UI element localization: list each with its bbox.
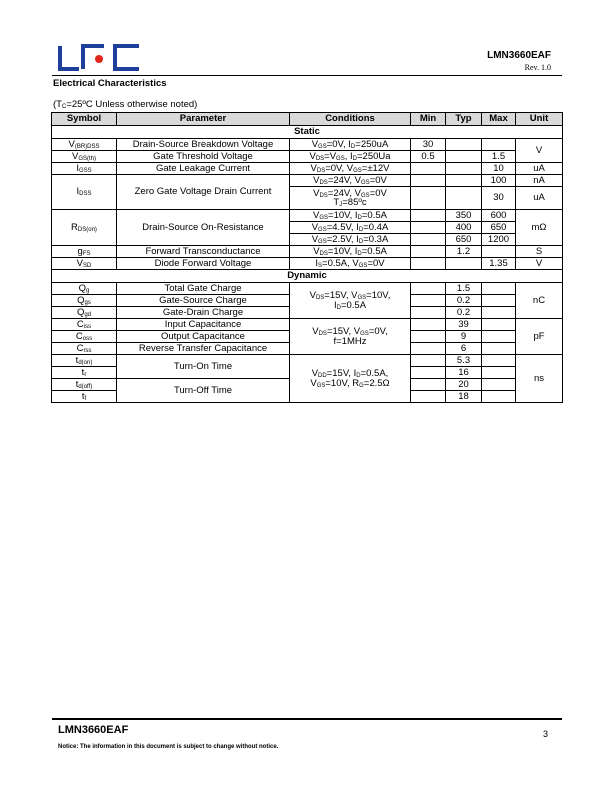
col-header-conditions: Conditions [290, 113, 411, 126]
conditions-cell: $V_{DS}=24V$, $V_{GS}=0V$ [290, 175, 411, 187]
max-cell [482, 319, 516, 331]
min-cell [411, 246, 446, 258]
typ-cell: 16 [446, 367, 482, 379]
max-cell [482, 355, 516, 367]
conditions-cell: $V_{GS}=0V$, $I_D=250uA$ [290, 139, 411, 151]
symbol-cell: $C_{rss}$ [52, 343, 117, 355]
min-cell [411, 234, 446, 246]
typ-cell: 0.2 [446, 295, 482, 307]
symbol-cell: $V_{GS(th)}$ [52, 151, 117, 163]
symbol-cell: $I_{GSS}$ [52, 163, 117, 175]
symbol-cell: $Q_{gs}$ [52, 295, 117, 307]
table-row [52, 139, 563, 151]
conditions-cell: $V_{DS}=V_{GS}$, $I_D=250Ua$ [290, 151, 411, 163]
max-cell: 30 [482, 187, 516, 210]
max-cell: 100 [482, 175, 516, 187]
unit-cell: uA [516, 187, 563, 210]
min-cell: 30 [411, 139, 446, 151]
table-row [52, 258, 563, 270]
max-cell [482, 331, 516, 343]
min-cell [411, 187, 446, 210]
footer-part-number: LMN3660EAF [58, 724, 129, 736]
typ-cell: 0.2 [446, 307, 482, 319]
symbol-cell: $t_r$ [52, 367, 117, 379]
conditions-cell: $V_{DS}=24V$, $V_{GS}=0V$ $T_J=85ºc$ [290, 187, 411, 210]
footer-notice: Notice: The information in this document is subject to change without notice. [58, 744, 279, 750]
condition-note: ($T_C=25ºC$ Unless otherwise noted) [53, 99, 198, 110]
header-revision: Rev. 1.0 [524, 63, 551, 72]
col-header-max: Max [482, 113, 516, 126]
symbol-cell: $C_{iss}$ [52, 319, 117, 331]
parameter-cell: Gate-Source Charge [117, 295, 290, 307]
table-row [52, 151, 563, 163]
footer-divider [52, 718, 562, 720]
max-cell: 650 [482, 222, 516, 234]
unit-cell: V [516, 258, 563, 270]
parameter-cell: Drain-Source On-Resistance [117, 210, 290, 246]
typ-cell [446, 163, 482, 175]
unit-cell: nA [516, 175, 563, 187]
parameter-cell: Gate Leakage Current [117, 163, 290, 175]
symbol-cell: $t_f$ [52, 391, 117, 403]
typ-cell: 5.3 [446, 355, 482, 367]
table-row [52, 319, 563, 331]
min-cell [411, 343, 446, 355]
col-header-parameter: Parameter [117, 113, 290, 126]
symbol-cell: $V_{(BR)DSS}$ [52, 139, 117, 151]
unit-cell: ns [516, 355, 563, 403]
parameter-cell: Turn-Off Time [117, 379, 290, 403]
max-cell: 1.35 [482, 258, 516, 270]
col-header-min: Min [411, 113, 446, 126]
conditions-cell: $V_{DS}=10V$, $I_D=0.5A$ [290, 246, 411, 258]
parameter-cell: Drain-Source Breakdown Voltage [117, 139, 290, 151]
typ-cell: 1.5 [446, 283, 482, 295]
parameter-cell: Input Capacitance [117, 319, 290, 331]
table-row [52, 163, 563, 175]
section-label-static: Static [52, 126, 563, 139]
min-cell [411, 307, 446, 319]
min-cell [411, 295, 446, 307]
unit-cell: mΩ [516, 210, 563, 246]
max-cell [482, 307, 516, 319]
parameter-cell: Total Gate Charge [117, 283, 290, 295]
min-cell [411, 283, 446, 295]
symbol-cell: $V_{SD}$ [52, 258, 117, 270]
min-cell: 0.5 [411, 151, 446, 163]
parameter-cell: Diode Forward Voltage [117, 258, 290, 270]
max-cell: 10 [482, 163, 516, 175]
unit-cell: S [516, 246, 563, 258]
min-cell [411, 331, 446, 343]
min-cell [411, 222, 446, 234]
max-cell [482, 379, 516, 391]
symbol-cell: $Q_{gd}$ [52, 307, 117, 319]
max-cell: 1200 [482, 234, 516, 246]
conditions-cell: $V_{GS}=10V$, $I_D=0.5A$ [290, 210, 411, 222]
max-cell [482, 139, 516, 151]
max-cell [482, 295, 516, 307]
symbol-cell: $t_{d(off)}$ [52, 379, 117, 391]
parameter-cell: Zero Gate Voltage Drain Current [117, 175, 290, 210]
typ-cell [446, 151, 482, 163]
min-cell [411, 379, 446, 391]
typ-cell [446, 258, 482, 270]
col-header-symbol: Symbol [52, 113, 117, 126]
unit-cell: uA [516, 163, 563, 175]
table-header-row [52, 113, 563, 126]
max-cell [482, 367, 516, 379]
col-header-typ: Typ [446, 113, 482, 126]
section-title: Electrical Characteristics [53, 78, 167, 89]
max-cell [482, 391, 516, 403]
conditions-cell: $V_{GS}=4.5V$, $I_D=0.4A$ [290, 222, 411, 234]
table-row [52, 283, 563, 295]
conditions-cell: $V_{GS}=2.5V$, $I_D=0.3A$ [290, 234, 411, 246]
symbol-cell: $Q_g$ [52, 283, 117, 295]
header-divider [52, 75, 562, 76]
table-row [52, 246, 563, 258]
parameter-cell: Gate-Drain Charge [117, 307, 290, 319]
section-row-dynamic [52, 270, 563, 283]
section-label-dynamic: Dynamic [52, 270, 563, 283]
max-cell [482, 343, 516, 355]
typ-cell: 18 [446, 391, 482, 403]
table-row [52, 210, 563, 222]
parameter-cell: Turn-On Time [117, 355, 290, 379]
symbol-cell: $I_{DSS}$ [52, 175, 117, 210]
min-cell [411, 210, 446, 222]
max-cell [482, 246, 516, 258]
lfc-logo [58, 44, 142, 71]
typ-cell: 1.2 [446, 246, 482, 258]
typ-cell: 20 [446, 379, 482, 391]
conditions-cell: $V_{DS}=15V$, $V_{GS}=0V$, f=1MHz [290, 319, 411, 355]
max-cell: 1.5 [482, 151, 516, 163]
table-row [52, 355, 563, 367]
min-cell [411, 163, 446, 175]
col-header-unit: Unit [516, 113, 563, 126]
min-cell [411, 391, 446, 403]
parameter-cell: Reverse Transfer Capacitance [117, 343, 290, 355]
symbol-cell: $g_{FS}$ [52, 246, 117, 258]
min-cell [411, 175, 446, 187]
min-cell [411, 367, 446, 379]
typ-cell: 350 [446, 210, 482, 222]
symbol-cell: $t_{d(on)}$ [52, 355, 117, 367]
typ-cell [446, 139, 482, 151]
conditions-cell: $V_{DS}=0V$, $V_{GS}=\pm 12V$ [290, 163, 411, 175]
unit-cell: nC [516, 283, 563, 319]
typ-cell [446, 175, 482, 187]
parameter-cell: Output Capacitance [117, 331, 290, 343]
typ-cell [446, 187, 482, 210]
max-cell: 600 [482, 210, 516, 222]
max-cell [482, 283, 516, 295]
typ-cell: 6 [446, 343, 482, 355]
typ-cell: 39 [446, 319, 482, 331]
symbol-cell: $C_{oss}$ [52, 331, 117, 343]
min-cell [411, 319, 446, 331]
section-row-static [52, 126, 563, 139]
conditions-cell: $I_S=0.5A$, $V_{GS}=0V$ [290, 258, 411, 270]
page-number: 3 [542, 729, 548, 739]
typ-cell: 400 [446, 222, 482, 234]
typ-cell: 9 [446, 331, 482, 343]
header-part-number: LMN3660EAF [487, 50, 551, 61]
conditions-cell: $V_{DS}=15V$, $V_{GS}=10V$, $I_D=0.5A$ [290, 283, 411, 319]
min-cell [411, 258, 446, 270]
parameter-cell: Gate Threshold Voltage [117, 151, 290, 163]
parameter-cell: Forward Transconductance [117, 246, 290, 258]
symbol-cell: $R_{DS(on)}$ [52, 210, 117, 246]
min-cell [411, 355, 446, 367]
conditions-cell: $V_{DD}=15V$, $I_D=0.5A$, $V_{GS}=10V$, $R_G=2.5\Omega$ [290, 355, 411, 403]
unit-cell: pF [516, 319, 563, 355]
unit-cell: V [516, 139, 563, 163]
electrical-characteristics-table [51, 112, 563, 403]
table-row [52, 175, 563, 187]
typ-cell: 650 [446, 234, 482, 246]
